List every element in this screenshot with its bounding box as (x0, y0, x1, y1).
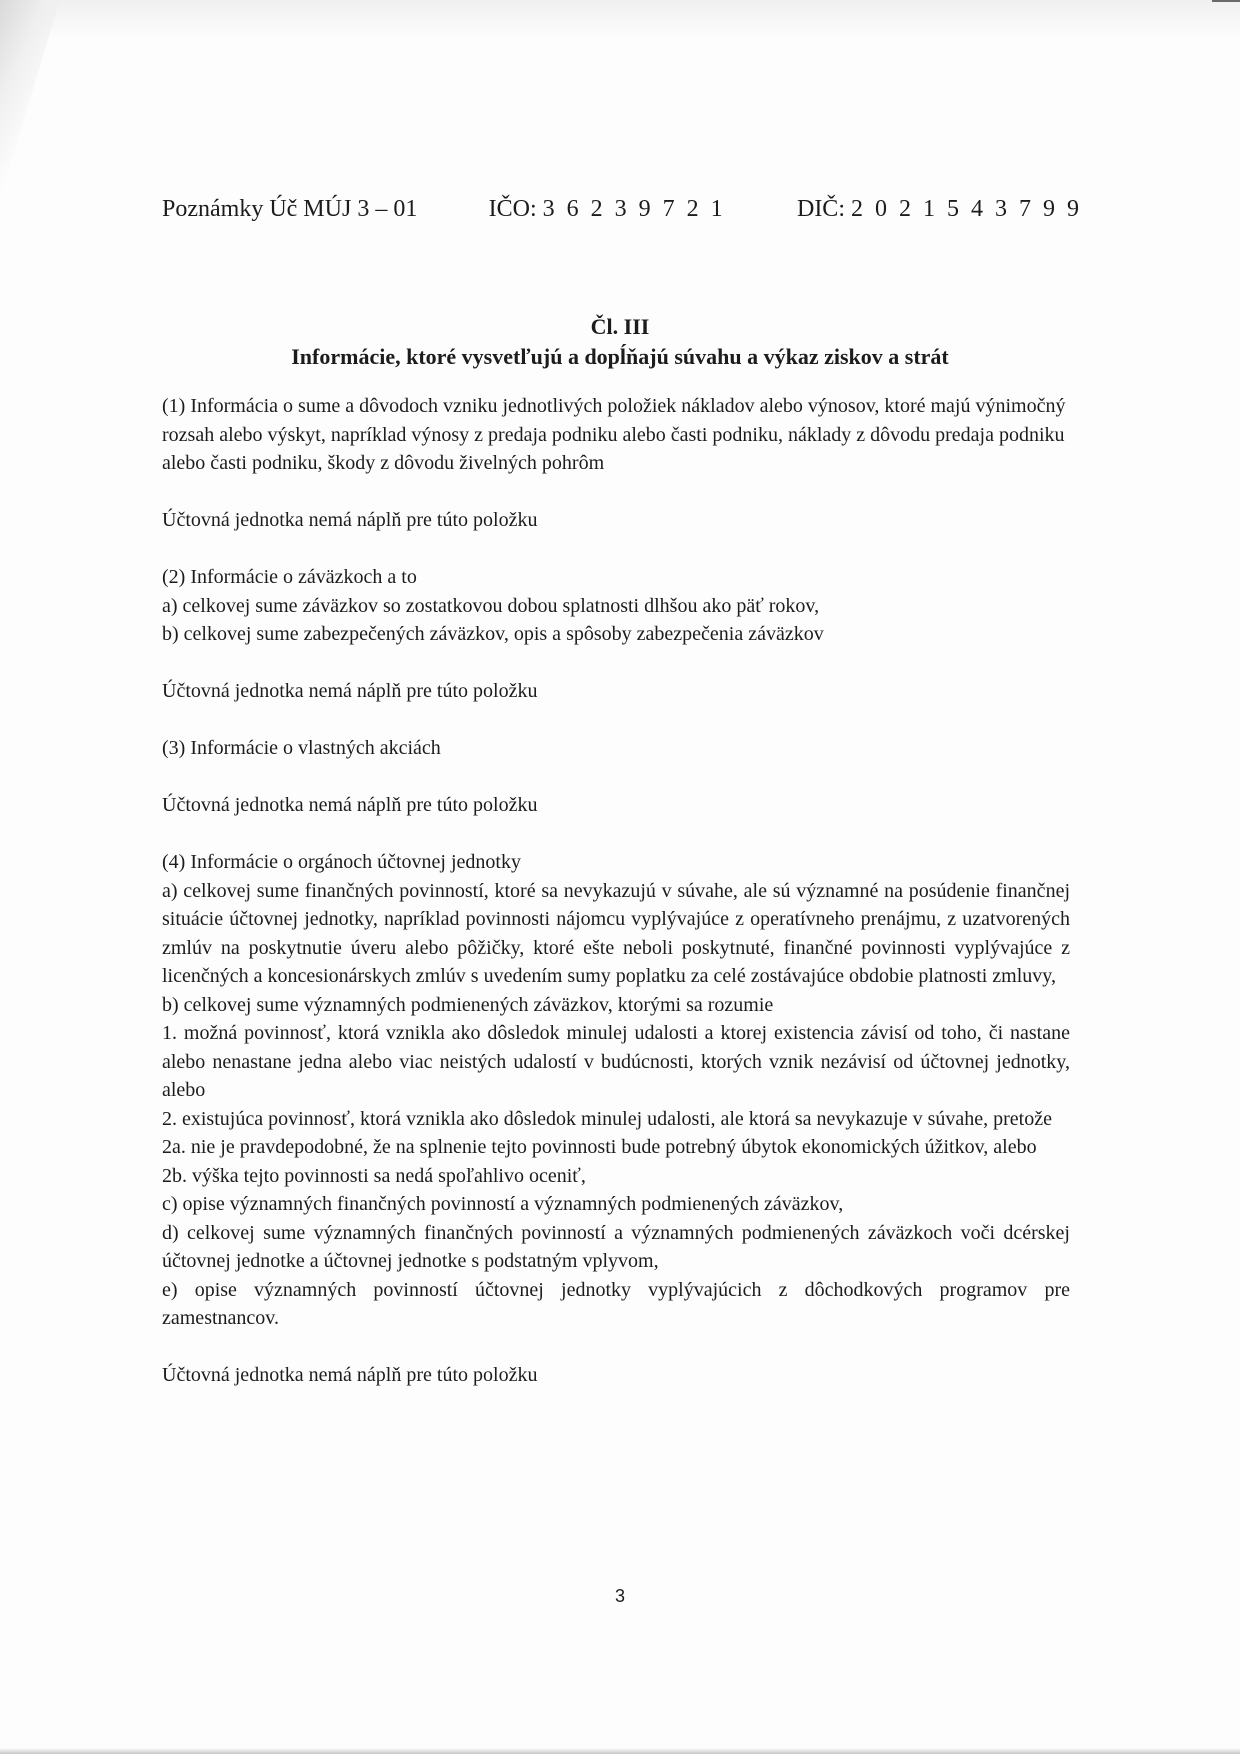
section-3-note: Účtovná jednotka nemá náplň pre túto položku (162, 794, 538, 816)
doc-label: Poznámky Úč MÚJ 3 – 01 (162, 196, 418, 222)
dic-label: DIČ: (796, 196, 845, 222)
ico-value: 3 6 2 3 9 7 2 1 (542, 196, 726, 222)
document-header (162, 196, 1082, 223)
section-2-note: Účtovná jednotka nemá náplň pre túto položku (162, 680, 538, 702)
section-3-heading: (3) Informácie o vlastných akciách (162, 737, 441, 759)
scan-corner-mark (1212, 0, 1240, 12)
section-4-note: Účtovná jednotka nemá náplň pre túto položku (162, 1364, 538, 1386)
article-title: Informácie, ktoré vysvetľujú a dopĺňajú súvahu a výkaz ziskov a strát (291, 344, 949, 369)
section-2-item-b: b) celkovej sume zabezpečených záväzkov, opis a spôsoby zabezpečenia záväzkov (162, 623, 824, 645)
section-4-item-b: b) celkovej sume významných podmienených záväzkov, ktorými sa rozumie (162, 993, 774, 1016)
article-number: Čl. III (590, 314, 650, 339)
section-4-item-b2b: 2b. výška tejto povinnosti sa nedá spoľahlivo oceniť, (162, 1164, 586, 1187)
dic-value: 2 0 2 1 5 4 3 7 9 9 (850, 196, 1082, 222)
article-heading (0, 312, 1240, 372)
dic-field (797, 196, 1082, 223)
ico-field (489, 196, 726, 223)
section-4-item-d: d) celkovej sume významných finančných povinností a významných podmienených záväzkoch voči dcérskej účtovnej jednotke a účtovnej jednotke s podstatným vplyvom, (162, 1221, 1070, 1272)
section-4-item-e: e) opise významných povinností účtovnej jednotky vyplývajúcich z dôchodkových programov pre zamestnancov. (162, 1278, 1070, 1329)
section-4-item-c: c) opise významných finančných povinností a významných podmienených záväzkov, (162, 1193, 844, 1215)
section-1-note: Účtovná jednotka nemá náplň pre túto položku (162, 509, 538, 531)
section-2-heading: (2) Informácie o záväzkoch a to (162, 566, 417, 588)
page-number: 3 (614, 1586, 625, 1606)
scan-shadow-corner (0, 0, 60, 200)
section-4-item-b1: 1. možná povinnosť, ktorá vznikla ako dôsledok minulej udalosti a ktorej existencia závisí od toho, či nastane alebo nenastane jedna alebo viac neistých udalostí v budúcnosti, ktorých vznik nezávisí od účtovnej jednotky, alebo (162, 1022, 1070, 1101)
section-2-item-a: a) celkovej sume záväzkov so zostatkovou dobou splatnosti dlhšou ako päť rokov, (162, 594, 820, 617)
section-4-item-b2a: 2a. nie je pravdepodobné, že na splnenie tejto povinnosti bude potrebný úbytok ekonomických úžitkov, alebo (162, 1136, 1037, 1158)
section-4-item-b2: 2. existujúca povinnosť, ktorá vznikla ako dôsledok minulej udalosti, ale ktorá sa nevykazuje v súvahe, pretože (162, 1107, 1052, 1130)
scan-shadow-bottom (0, 1748, 1240, 1754)
scan-shadow-top (0, 0, 1240, 40)
section-4-heading: (4) Informácie o orgánoch účtovnej jednotky (162, 851, 521, 873)
ico-label: IČO: (488, 196, 537, 222)
document-body (162, 392, 1070, 1390)
section-4-item-a: a) celkovej sume finančných povinností, ktoré sa nevykazujú v súvahe, ale sú významné na posúdenie finančnej situácie účtovnej jednotky, napríklad povinnosti nájomcu vyplývajúce z operatívneho prenájmu, z uzatvorených zmlúv na poskytnutie úveru alebo pôžičky, ktoré ešte neboli poskytnuté, finančné povinnosti vyplývajúce z licenčných a koncesionárskych zmlúv s uvedením sumy poplatku za celé zostávajúce obdobie platnosti zmluvy, (162, 879, 1070, 987)
section-1-text: (1) Informácia o sume a dôvodoch vzniku jednotlivých položiek nákladov alebo výnosov, ktoré majú výnimočný rozsah alebo výskyt, napríklad výnosy z predaja podniku alebo časti podniku, náklady z dôvodu predaja podniku alebo časti podniku, škody z dôvodu živelných pohrôm (162, 395, 1066, 474)
